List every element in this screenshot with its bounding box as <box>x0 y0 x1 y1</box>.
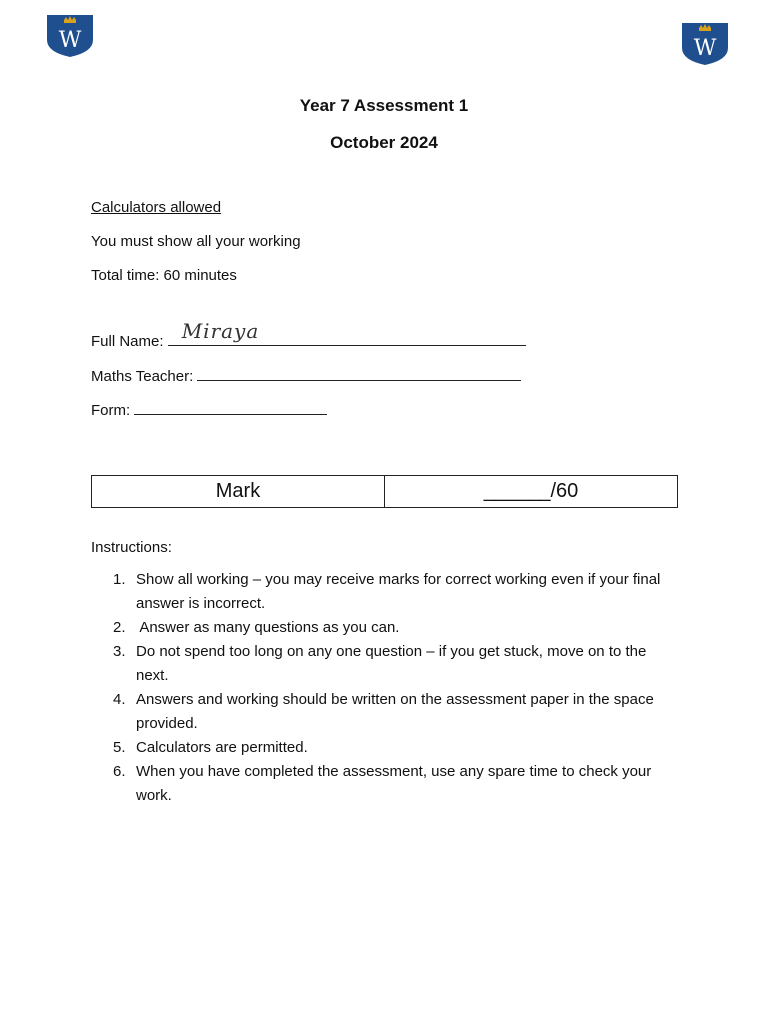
crest-letter: W <box>693 36 717 61</box>
crest-letter: W <box>58 28 82 53</box>
list-item: 4. Answers and working should be written on the assessment paper in the space provided. <box>113 691 654 732</box>
instructions-heading: Instructions: <box>91 539 172 556</box>
assessment-title: Year 7 Assessment 1 <box>299 96 469 115</box>
crest-icon <box>46 14 94 58</box>
form-field[interactable] <box>134 400 327 415</box>
mark-label-cell: Mark <box>92 476 385 508</box>
school-crest-left <box>46 14 94 58</box>
assessment-date: October 2024 <box>330 133 438 152</box>
maths-teacher-label: Maths Teacher: <box>91 368 198 385</box>
list-item: 1. Show all working – you may receive marks for correct working even if your final answer is incorrect. <box>113 571 661 612</box>
full-name-signature: Miraya <box>181 319 260 343</box>
show-working-note: You must show all your working <box>91 233 301 250</box>
crest-icon <box>681 22 729 66</box>
full-name-field[interactable] <box>168 319 526 346</box>
instructions-list <box>91 568 681 808</box>
calculators-allowed-note: Calculators allowed <box>91 199 222 216</box>
total-time-note: Total time: 60 minutes <box>91 267 237 284</box>
mark-score-cell[interactable]: ______/60 <box>385 476 678 508</box>
mark-table <box>91 475 678 508</box>
list-item: 6. When you have completed the assessment, use any spare time to check your work. <box>113 763 652 804</box>
list-item: 3. Do not spend too long on any one question – if you get stuck, move on to the next. <box>113 643 647 684</box>
maths-teacher-row <box>91 366 521 385</box>
list-item: 2. Answer as many questions as you can. <box>113 619 400 636</box>
maths-teacher-field[interactable] <box>197 366 521 381</box>
full-name-label: Full Name: <box>91 333 168 350</box>
full-name-row <box>91 319 526 350</box>
form-label: Form: <box>91 402 135 419</box>
list-item: 5. Calculators are permitted. <box>113 739 308 756</box>
form-row <box>91 400 327 419</box>
school-crest-right <box>681 22 729 66</box>
